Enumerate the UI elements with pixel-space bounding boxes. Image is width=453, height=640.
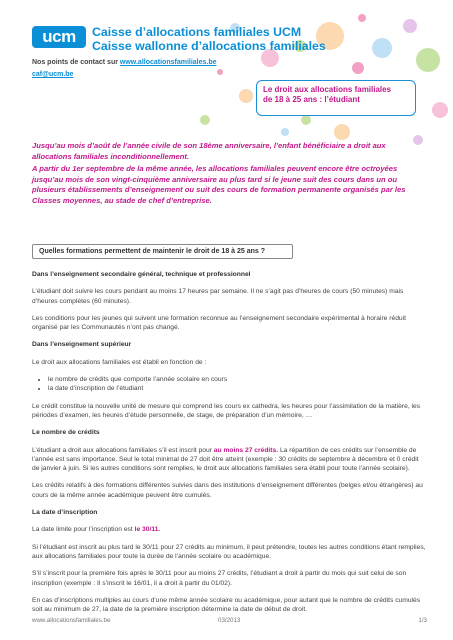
main-content (32, 270, 427, 622)
footer-page-number: 1/3 (418, 617, 427, 624)
intro-paragraph-1: Jusqu’au mois d’août de l’année civile de son 18ème anniversaire, l’enfant bénéficiaire a droit aux allocations familiales inconditionnellement. (32, 141, 386, 161)
title-line-1: Caisse d’allocations familiales UCM (92, 25, 302, 39)
highlight-line-2: de 18 à 25 ans : l’étudiant (263, 95, 360, 104)
paragraph: Les crédits relatifs à des formations différentes suivies dans des institutions d’enseignement différentes (belges et/ou étrangères) au cours de la même année académique peuvent être cumulés. (32, 482, 423, 499)
section-heading-credits: Le nombre de crédits (32, 429, 100, 437)
section-heading-higher: Dans l’enseignement supérieur (32, 341, 132, 349)
paragraph: Le droit aux allocations familiales est établi en fonction de : (32, 358, 207, 366)
list-item: • le nombre de crédits que comporte l’année scolaire en cours (48, 375, 427, 384)
section-heading-secondary: Dans l’enseignement secondaire général, technique et professionnel (32, 271, 251, 278)
page-title (92, 25, 326, 53)
question-box: Quelles formations permettent de maintenir le droit de 18 à 25 ans ? (32, 244, 293, 259)
intro-paragraph-2: A partir du 1er septembre de la même année, les allocations familiales peuvent encore être octroyées jusqu’au mois de son vingt-cinquième anniversaire au plus tard si le jeune suit des cours dans un ou plusieurs établissements d’enseignement ou suit des cours de formation permanente organisés par les Classes moyennes, au stade de chef d’entreprise. (32, 164, 406, 205)
email-link[interactable]: caf@ucm.be (32, 71, 74, 78)
text-span: La date limite pour l’inscription est (32, 526, 135, 534)
website-link[interactable]: www.allocationsfamiliales.be (119, 59, 217, 66)
contact-line (32, 59, 217, 66)
paragraph: S’il s’inscrit pour la première fois après le 30/11 pour au moins 27 crédits, l’étudiant a droit à partir du mois qui suit celui de son inscription (exemple : Il s’inscrit le 16/01, il a droit à partir du 01/02). (32, 570, 407, 587)
text-span: L’étudiant a droit aux allocations familiales s’il est inscrit pour (32, 446, 214, 454)
bullet-list (32, 375, 427, 394)
footer-date: 03/2013 (218, 617, 241, 624)
paragraph (32, 525, 427, 534)
intro-text (32, 141, 427, 209)
text-span: La répartition de ces crédits sur l’ensemble de l’année est sans importance. Seul le total minimal de 27 doit être atteint (exemple : 30 crédits de septembre à décembre et 0 crédit de janvier à juin. Si les autres conditions sont remplies, le droit aux allocations familiales sera établi pour toute l’année scolaire). (32, 446, 419, 473)
section-heading-date: La date d’inscription (32, 509, 98, 517)
ucm-logo: ucm (32, 26, 86, 48)
paragraph: En cas d’inscriptions multiples au cours d’une même année scolaire ou académique, pour autant que le nombre de crédits cumulés soit au minimum de 27, la date de la première inscription détermine la date de début de droit. (32, 596, 421, 614)
highlight-box (256, 80, 416, 116)
emphasis-text: au moins 27 crédits. (213, 446, 279, 454)
paragraph (32, 446, 427, 474)
emphasis-text: le 30/11. (134, 526, 161, 534)
title-line-2: Caisse wallonne d’allocations familiales (92, 39, 326, 53)
highlight-line-1: Le droit aux allocations familiales (263, 85, 392, 94)
paragraph: Le crédit constitue la nouvelle unité de mesure qui comprend les cours ex cathedra, les heures pour l’assimilation de la matière, les périodes d’examen, les heures d’étude personnelle, de stage, de préparation d’un mémoire, … (32, 402, 421, 419)
contact-label: Nos points de contact sur (32, 59, 120, 66)
paragraph: L’étudiant doit suivre les cours pendant au moins 17 heures par semaine. Il ne s’agit pas d’heures de cours (50 minutes) mais d’heures complètes (60 minutes). (32, 288, 404, 305)
paragraph: Si l’étudiant est inscrit au plus tard le 30/11 pour 27 crédits au minimum, il peut prétendre, toutes les autres conditions étant remplies, aux allocations familiales pour toute la durée de l’année scolaire ou académique. (32, 543, 426, 560)
paragraph: Les conditions pour les jeunes qui suivent une formation reconnue au l’enseignement secondaire expérimental à horaire réduit organisé par les Communautés n’ont pas changé. (32, 314, 406, 332)
list-item: • la date d’inscription de l’étudiant (48, 384, 427, 393)
footer-website: www.allocationsfamiliales.be (32, 617, 111, 624)
